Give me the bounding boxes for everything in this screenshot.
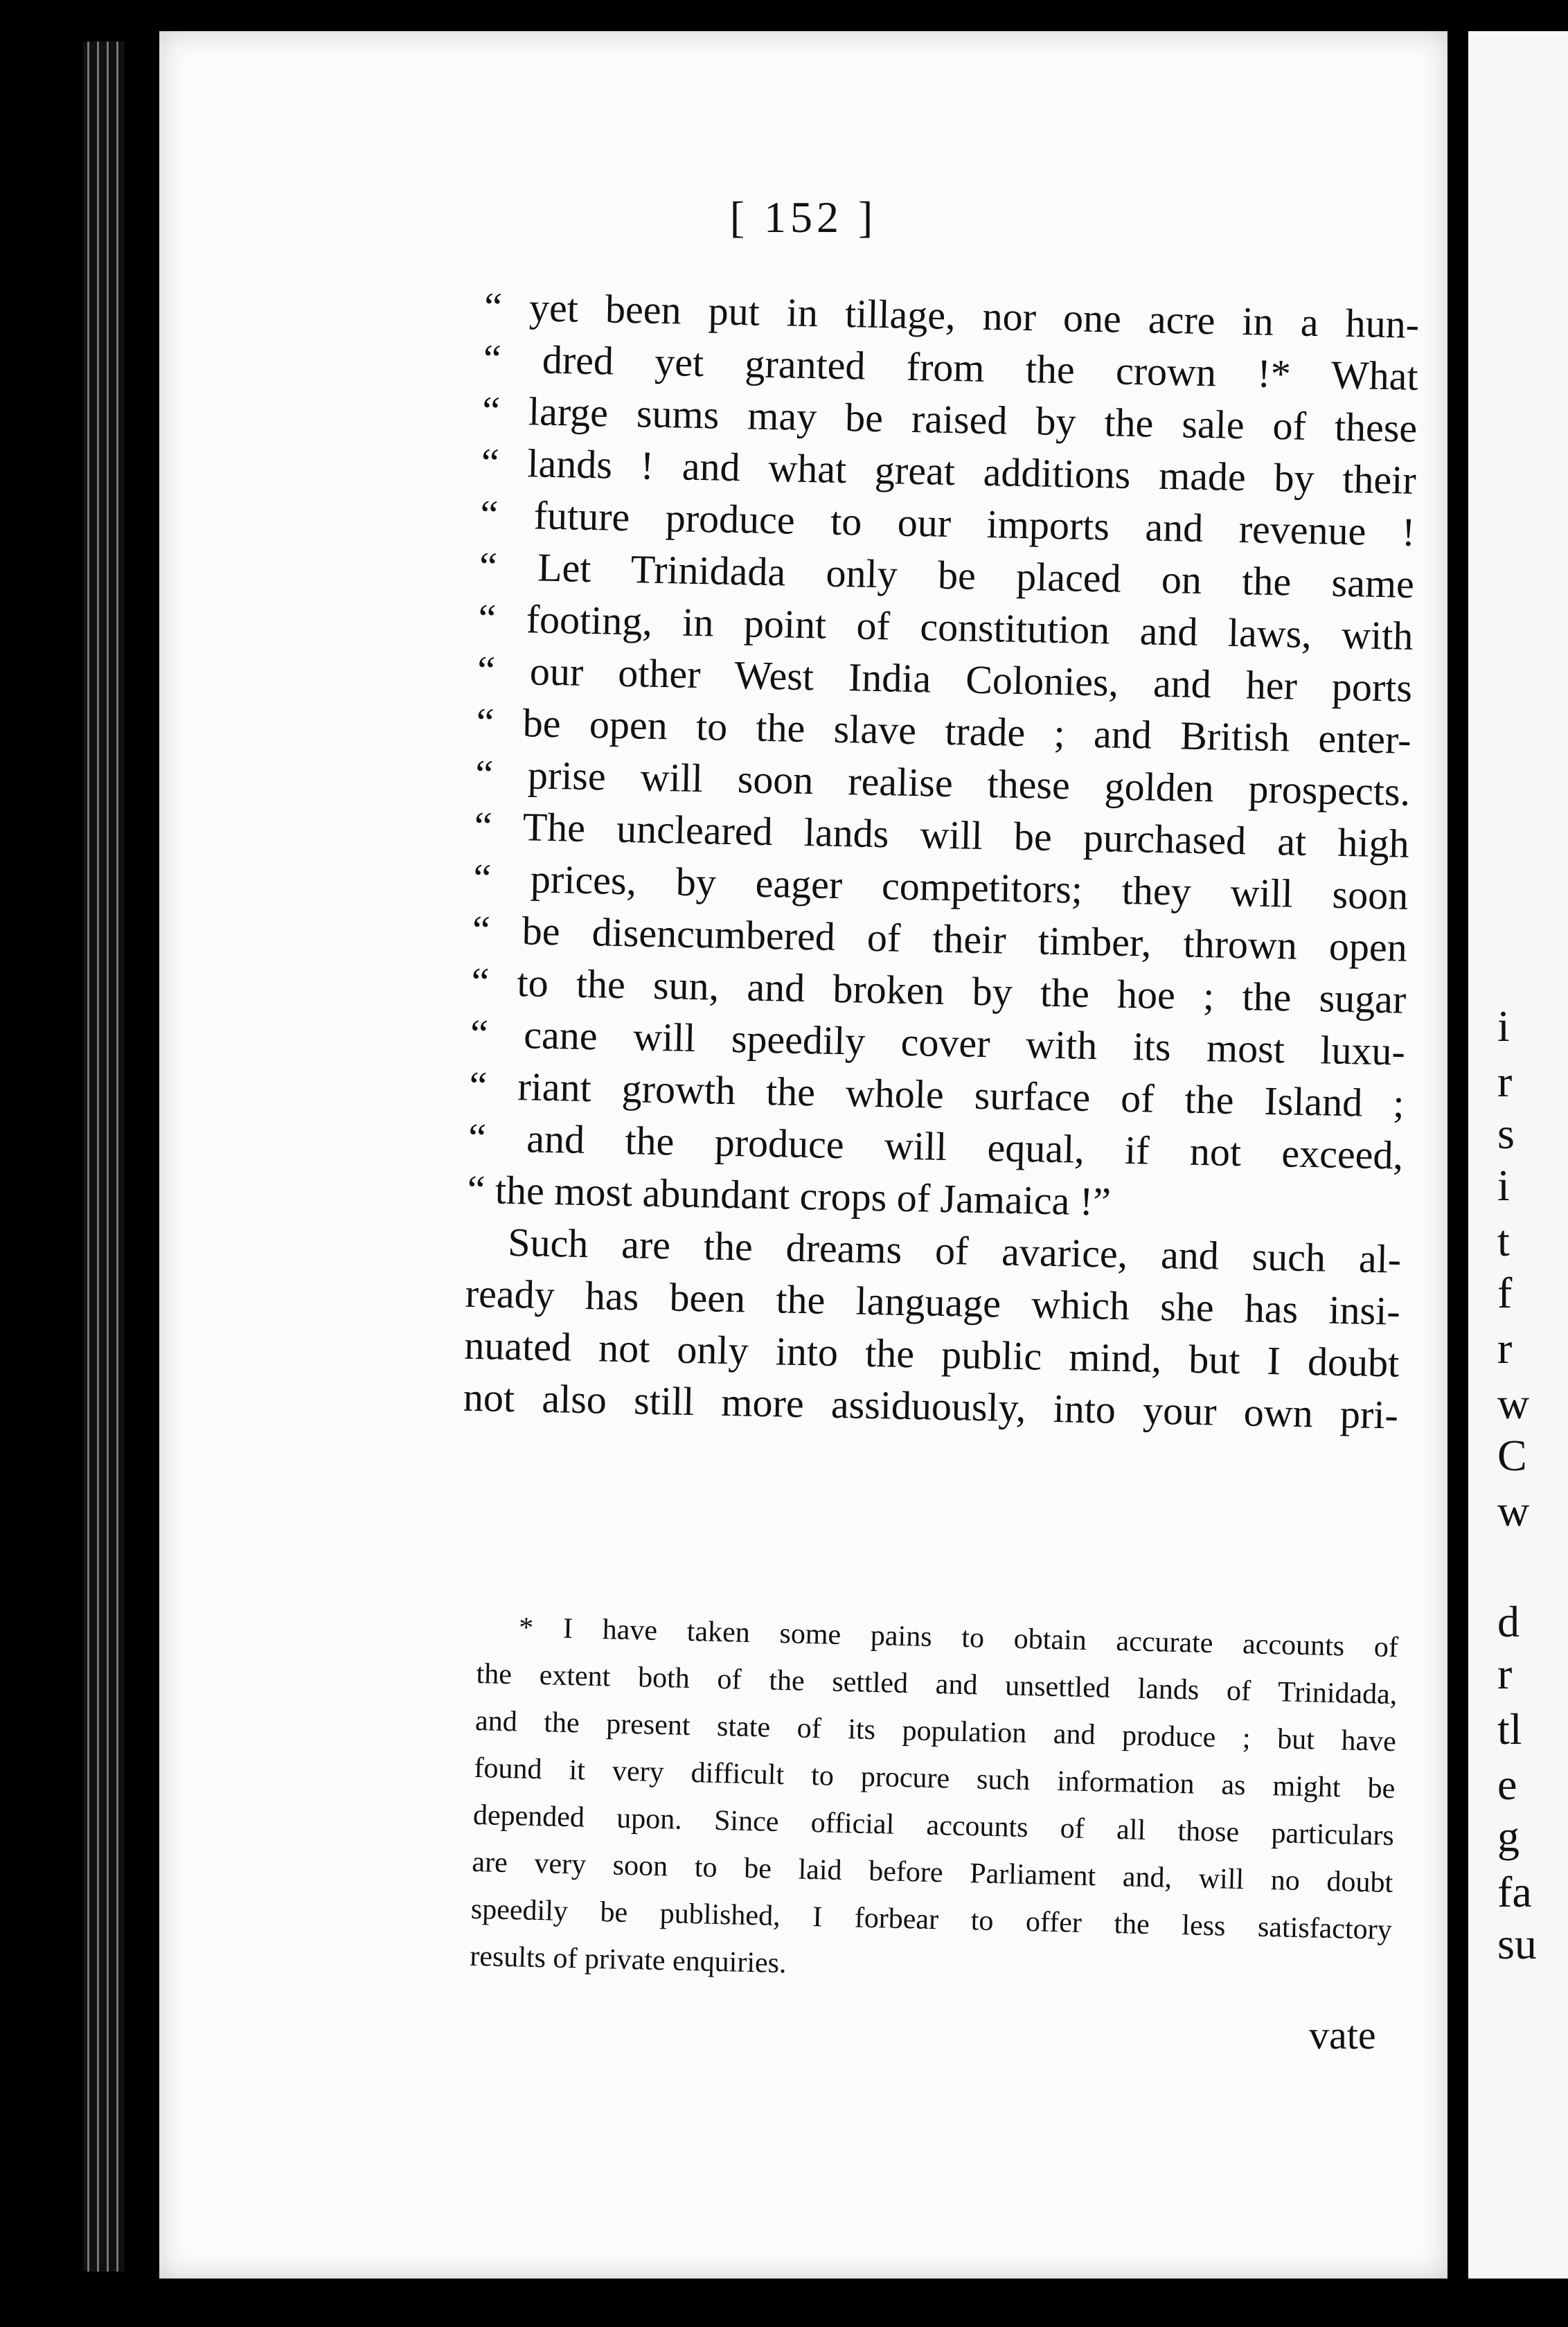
text-line: “ prise will soon realise these golden prospects. — [474, 751, 1411, 814]
text-line: “ riant growth the whole surface of the Island ; — [469, 1062, 1405, 1126]
book-page — [159, 31, 1447, 2279]
footnote-line: * I have taken some pains to obtain accurate accounts of — [518, 1612, 1399, 1664]
body-text — [463, 280, 1419, 1441]
text-line: “ future produce to our imports and revenue ! — [479, 491, 1416, 555]
text-line: “ be open to the slave trade ; and British enter- — [476, 699, 1412, 763]
adjacent-page-fragment: tl — [1497, 1704, 1522, 1754]
adjacent-page-fragment: w — [1497, 1379, 1530, 1428]
adjacent-page-fragment: g — [1497, 1812, 1520, 1861]
text-line: “ The uncleared lands will be purchased at high — [474, 803, 1410, 866]
footnote-line: results of private enquiries. — [469, 1940, 787, 1980]
text-line: “ prices, by eager competitors; they will soon — [472, 855, 1409, 918]
adjacent-page-fragment: d — [1497, 1597, 1520, 1646]
text-line: “ Let Trinidada only be placed on the same — [479, 543, 1415, 607]
text-line: “ dred yet granted from the crown !* What — [483, 335, 1419, 399]
adjacent-page-fragment: i — [1497, 1161, 1510, 1210]
adjacent-page-fragment: su — [1497, 1919, 1537, 1968]
footnote — [470, 1603, 1399, 2001]
adjacent-page-fragment: C — [1497, 1431, 1527, 1480]
adjacent-page-fragment: f — [1497, 1268, 1513, 1317]
footnote-line: speedily be published, I forbear to offer the less satisfactory — [470, 1893, 1393, 1947]
adjacent-page-fragment: fa — [1497, 1867, 1532, 1916]
adjacent-page-fragment: s — [1497, 1109, 1515, 1158]
text-line: not also still more assiduously, into your own pri- — [463, 1374, 1399, 1438]
adjacent-page-fragment: e — [1497, 1760, 1517, 1809]
text-line: “ yet been put in tillage, nor one acre in a hun- — [483, 283, 1420, 347]
text-line: Such are the dreams of avarice, and such al- — [507, 1219, 1402, 1282]
adjacent-page-fragment: r — [1497, 1057, 1513, 1106]
text-line: “ be disencumbered of their timber, thrown open — [472, 907, 1408, 970]
text-line: “ large sums may be raised by the sale of these — [481, 387, 1418, 451]
page-header: [ 152 ] — [729, 193, 877, 242]
adjacent-page-edge — [1468, 31, 1568, 2279]
adjacent-page-fragment: w — [1497, 1486, 1530, 1535]
text-line: “ footing, in point of constitution and laws, with — [478, 595, 1414, 659]
text-line: “ our other West India Colonies, and her ports — [476, 647, 1413, 711]
text-line: “ to the sun, and broken by the hoe ; the sugar — [470, 959, 1407, 1022]
text-line: “ and the produce will equal, if not exceed, — [467, 1114, 1404, 1178]
catchword: vate — [1309, 2013, 1376, 2058]
adjacent-page-fragment: i — [1497, 1001, 1510, 1051]
footnote-line: and the present state of its population and produce ; but have — [474, 1704, 1397, 1758]
adjacent-page-fragment: t — [1497, 1216, 1510, 1265]
text-line: “ cane will speedily cover with its most luxu- — [470, 1010, 1406, 1074]
footnote-line: found it very difficult to procure such information as might be — [474, 1751, 1396, 1806]
footnote-line: depended upon. Since official accounts of all those particulars — [472, 1799, 1395, 1853]
text-line: “ lands ! and what great additions made by their — [481, 439, 1417, 503]
footnote-line: are very soon to be laid before Parliament and, will no doubt — [471, 1846, 1393, 1900]
text-line: ready has been the language which she has insi- — [465, 1270, 1401, 1334]
text-line: “ the most abundant crops of Jamaica !” — [467, 1166, 1112, 1224]
adjacent-page-fragment: r — [1497, 1323, 1513, 1373]
footnote-line: the extent both of the settled and unsettled lands of Trinidada, — [476, 1657, 1398, 1711]
text-line: nuated not only into the public mind, but I doubt — [463, 1322, 1400, 1386]
adjacent-page-fragment: r — [1497, 1649, 1513, 1698]
book-binding-edge — [83, 42, 125, 2272]
